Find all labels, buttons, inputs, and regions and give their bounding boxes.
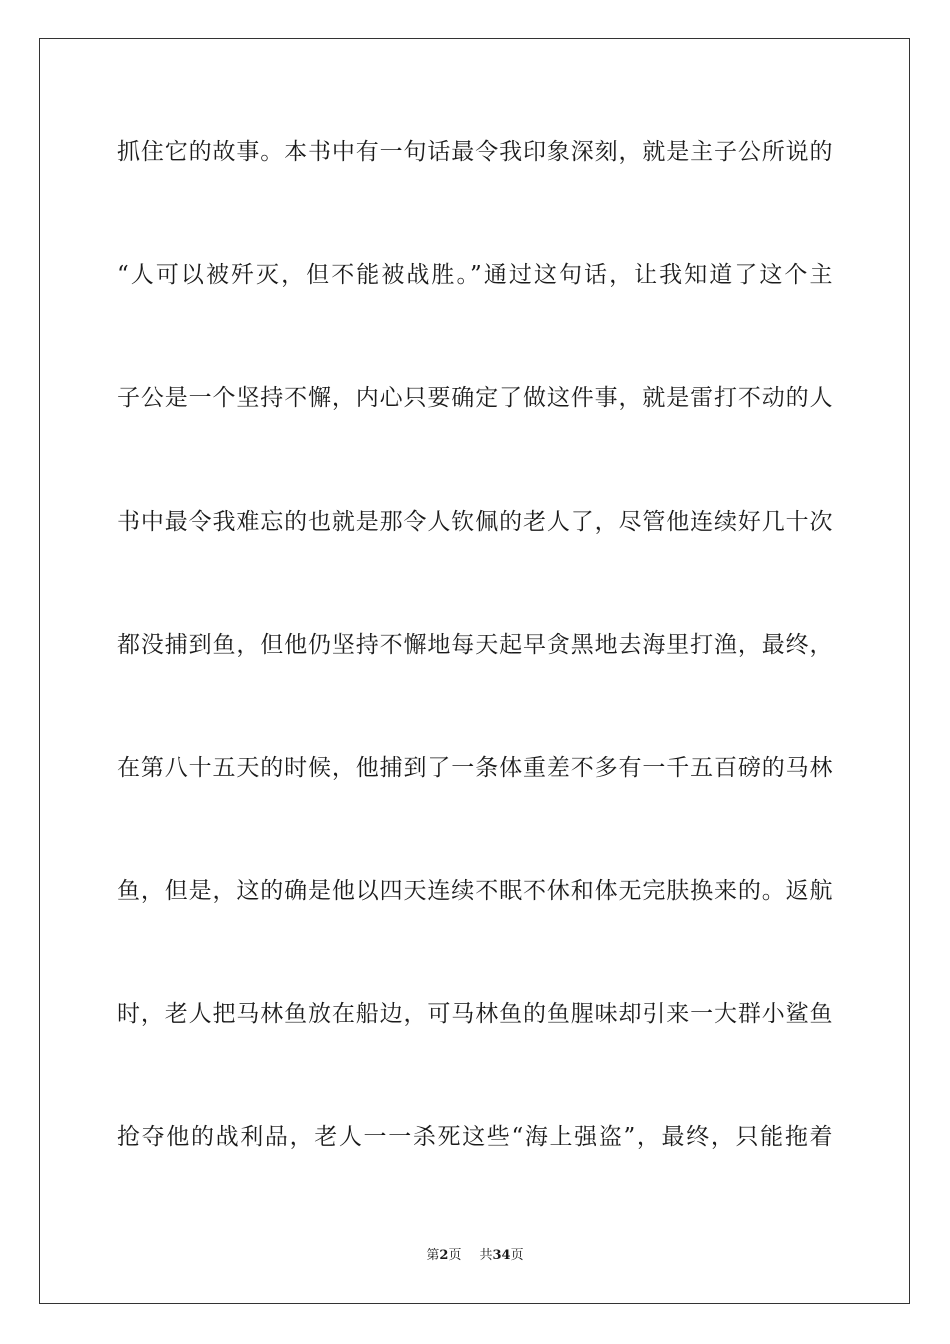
page-border bbox=[39, 38, 910, 1304]
body-line-6: 在第八十五天的时候，他捕到了一条体重差不多有一千五百磅的马林 bbox=[117, 755, 833, 781]
footer-total-suffix: 页 bbox=[510, 1248, 524, 1263]
footer-total-pages: 34 bbox=[492, 1248, 511, 1263]
body-line-1: 抓住它的故事。本书中有一句话最令我印象深刻，就是主子公所说的 bbox=[117, 139, 833, 165]
body-line-5: 都没捕到鱼，但他仍坚持不懈地每天起早贪黑地去海里打渔，最终， bbox=[117, 632, 833, 658]
body-line-9: 抢夺他的战利品，老人一一杀死这些“海上强盗”，最终，只能拖着 bbox=[117, 1124, 833, 1150]
body-line-3: 子公是一个坚持不懈，内心只要确定了做这件事，就是雷打不动的人 bbox=[117, 385, 833, 411]
footer-total-prefix: 共 bbox=[479, 1248, 493, 1263]
page-footer bbox=[0, 1246, 950, 1266]
footer-page-prefix: 第 bbox=[426, 1248, 440, 1263]
footer-page-number: 2 bbox=[439, 1248, 449, 1263]
footer-page-suffix: 页 bbox=[448, 1248, 462, 1263]
body-line-8: 时，老人把马林鱼放在船边，可马林鱼的鱼腥味却引来一大群小鲨鱼 bbox=[117, 1001, 833, 1027]
body-line-4: 书中最令我难忘的也就是那令人钦佩的老人了，尽管他连续好几十次 bbox=[117, 509, 833, 535]
body-line-2: “人可以被歼灭，但不能被战胜。”通过这句话，让我知道了这个主 bbox=[117, 262, 833, 288]
body-line-7: 鱼，但是，这的确是他以四天连续不眠不休和体无完肤换来的。返航 bbox=[117, 878, 833, 904]
